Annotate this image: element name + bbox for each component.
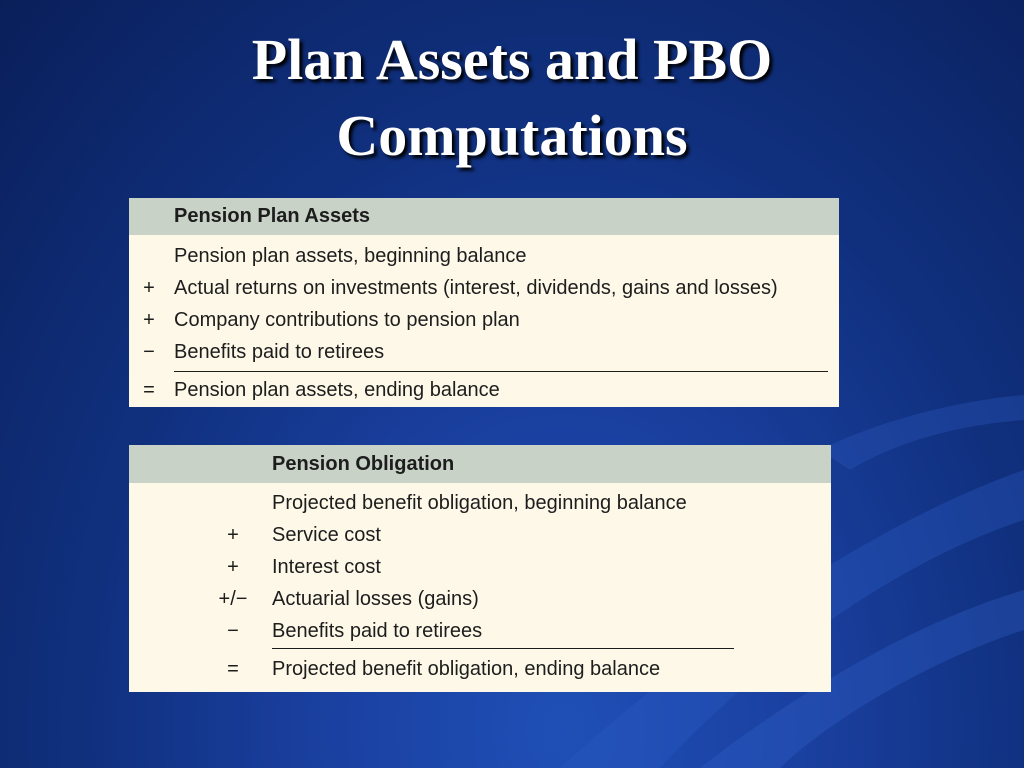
row-label: Actuarial losses (gains) — [272, 588, 479, 610]
table-row-total — [129, 653, 831, 685]
row-label: Benefits paid to retirees — [272, 620, 483, 642]
row-label: Projected benefit obligation, beginning balance — [272, 492, 687, 514]
row-operator: + — [143, 309, 155, 331]
table-row — [129, 304, 839, 336]
pension-plan-assets-rows — [129, 240, 839, 406]
row-operator: − — [227, 620, 239, 642]
slide-title-line-2: Computations — [336, 103, 688, 168]
table-row — [129, 487, 831, 519]
row-label: Actual returns on investments (interest, dividends, gains and losses) — [174, 277, 778, 299]
row-label: Pension plan assets, ending balance — [174, 379, 500, 401]
total-divider-line — [272, 648, 734, 649]
table-row — [129, 272, 839, 304]
row-operator: = — [227, 658, 239, 680]
table-row — [129, 336, 839, 368]
row-label: Interest cost — [272, 556, 381, 578]
table-row — [129, 519, 831, 551]
table-row — [129, 551, 831, 583]
pension-obligation-rows — [129, 487, 831, 685]
row-label: Projected benefit obligation, ending balance — [272, 658, 661, 680]
total-divider-line — [174, 371, 828, 372]
row-operator: + — [227, 524, 239, 546]
row-label: Pension plan assets, beginning balance — [174, 245, 527, 267]
table-row — [129, 240, 839, 272]
slide-title-line-1: Plan Assets and PBO — [251, 27, 773, 92]
table-row — [129, 615, 831, 647]
pension-plan-assets-header: Pension Plan Assets — [129, 198, 839, 235]
table-row — [129, 583, 831, 615]
pension-obligation-header: Pension Obligation — [129, 445, 831, 483]
slide-title — [0, 22, 1024, 174]
row-label: Benefits paid to retirees — [174, 341, 385, 363]
pension-plan-assets-table — [129, 198, 839, 407]
row-operator: + — [143, 277, 155, 299]
pension-obligation-table — [129, 445, 831, 692]
row-label: Company contributions to pension plan — [174, 309, 520, 331]
table-row-total — [129, 374, 839, 406]
row-operator: + — [227, 556, 239, 578]
row-operator: − — [143, 341, 155, 363]
row-operator: = — [143, 379, 155, 401]
row-operator: +/− — [218, 588, 248, 610]
row-label: Service cost — [272, 524, 381, 546]
